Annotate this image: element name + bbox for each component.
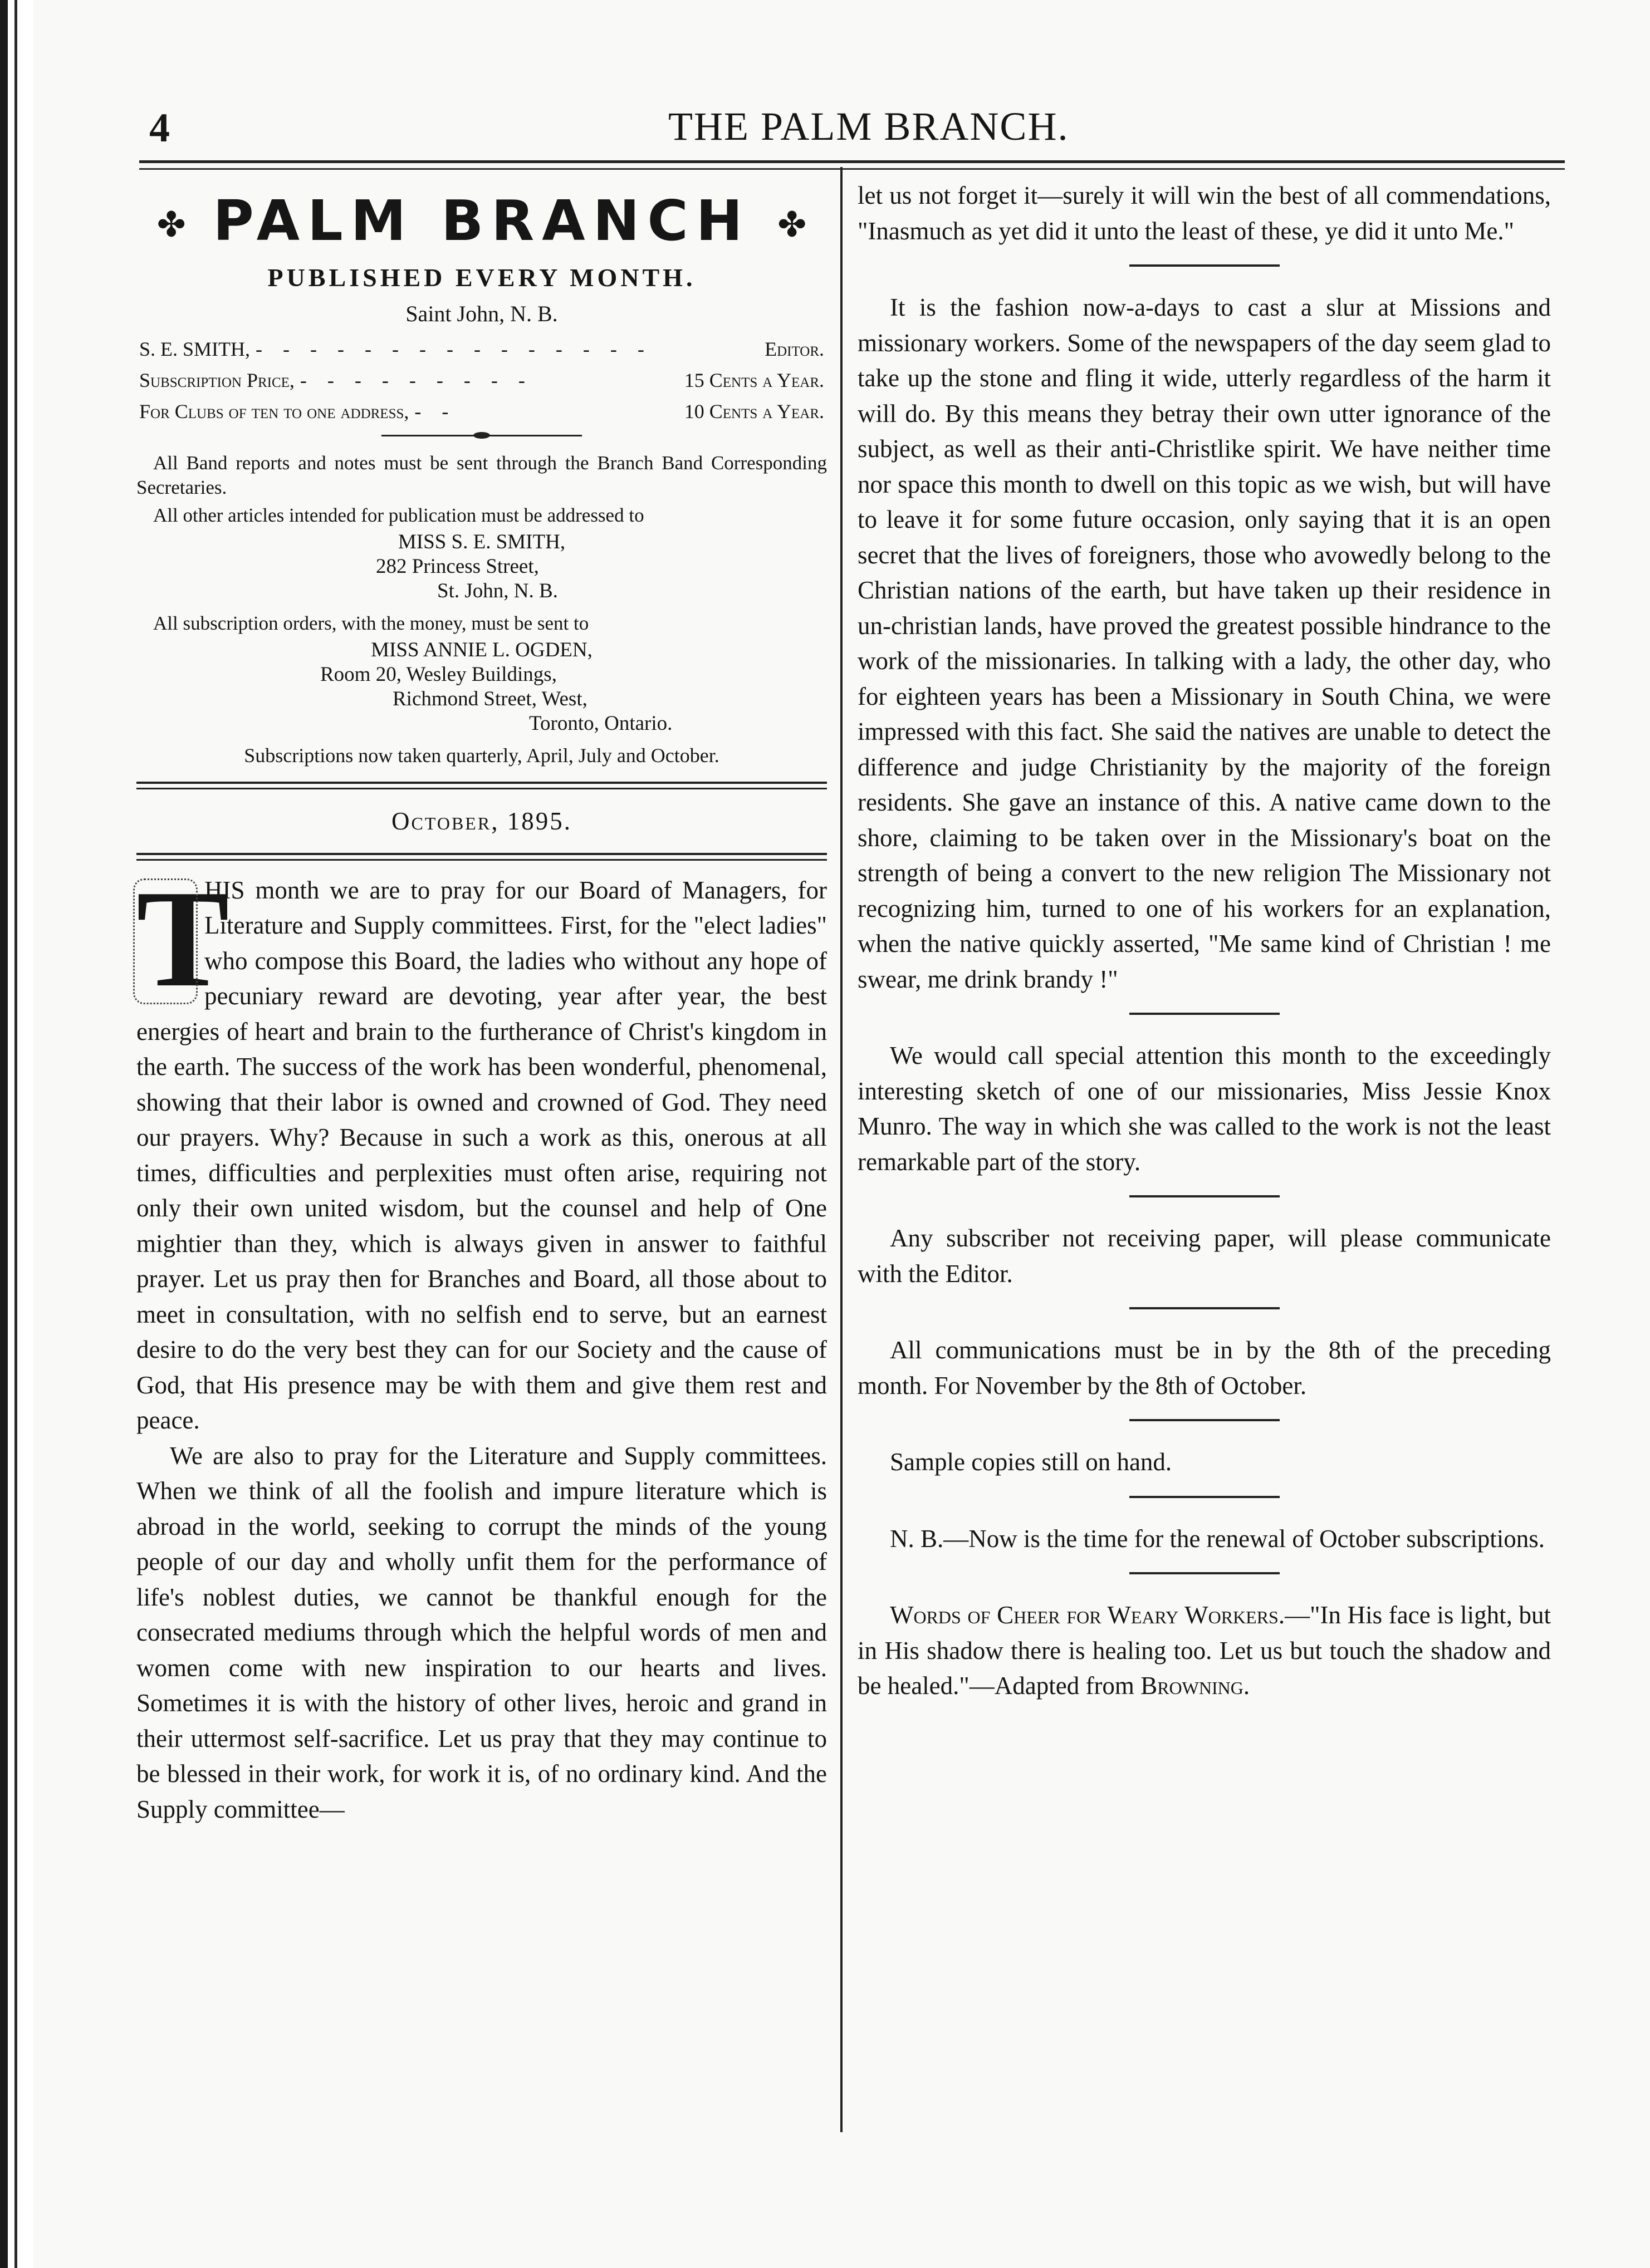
words-of-cheer-author: Browning.	[1140, 1672, 1250, 1700]
column-divider	[840, 167, 843, 2132]
ornament-left-icon: ✤	[156, 204, 186, 245]
renewal-notice: N. B.—Now is the time for the renewal of October subscriptions.	[890, 1524, 1545, 1553]
leader-dots: - - - - - - - - - - - - - - -	[256, 337, 652, 360]
info-label: S. E. SMITH,	[139, 337, 251, 360]
band-reports-note: All Band reports and notes must be sent through the Branch Band Corresponding Secretaries.	[136, 451, 827, 498]
left-column	[136, 173, 827, 1827]
quarterly-note: Subscriptions now taken quarterly, April, July and October.	[244, 744, 719, 767]
drop-cap-letter: T	[136, 861, 229, 1016]
running-title: THE PALM BRANCH.	[668, 104, 1069, 149]
words-of-cheer-heading: Words of Cheer for Weary Workers.	[890, 1601, 1285, 1629]
section-rule	[1129, 1307, 1280, 1309]
header-rule	[139, 160, 1565, 163]
editor-address-name: MISS S. E. SMITH,	[398, 530, 566, 553]
leader-dots: - - - - - - - - -	[300, 369, 533, 391]
info-label: For Clubs of ten to one address,	[139, 400, 409, 423]
section-rule	[1129, 1195, 1280, 1197]
left-article	[136, 861, 827, 1828]
info-value: Editor.	[765, 337, 824, 360]
sample-copies-notice: Sample copies still on hand.	[890, 1448, 1172, 1476]
subscription-orders-note: All subscription orders, with the money, must be sent to	[153, 612, 589, 634]
drop-cap	[136, 861, 229, 1016]
leader-dots: - -	[414, 400, 457, 423]
missions-fashion-paragraph: It is the fashion now-a-days to cast a slur at Missions and missionary workers. Some of the newspapers of the day seem glad to take up the stone and fling it wide, utterly regardless of the harm it will do. By this means they betray their own utter ignorance of the subject, as well as their anti-Christlike spirit. We have neither time nor space this month to dwell on this topic as we wish, but will have to leave it for some future occasion, only saying that it is an open secret that the lives of foreigners, those who avowedly belong to the Christian nations of the earth, but have taken up their residence in un-christian lands, have proved the greatest possible hindrance to the work of the missionaries. In talking with a lady, the other day, who for eighteen years has been a Missionary in South China, we were impressed with this fact. She said the natives are unable to detect the difference and judge Christianity by the majority of the foreign residents. She gave an instance of this. A native came down to the shore, claiming to be taken over in the Missionary's boat on the strength of being a convert to the new religion The Missionary not recognizing him, turned to one of his workers for an explanation, when the native quickly asserted, "Me same kind of Christian ! me swear, me drink brandy !"	[858, 293, 1551, 993]
ornament-right-icon: ✤	[777, 204, 807, 245]
masthead-bottom-rule	[136, 782, 827, 789]
treasurer-address-room: Room 20, Wesley Buildings,	[320, 662, 557, 686]
prayer-committees-paragraph: We are also to pray for the Literature and Supply committees. When we think of all the foolish and impure literature which is abroad in the world, seeking to corrupt the minds of the young people of our day and wholly unfit them for the performance of life's noblest duties, we cannot be thankful enough for the consecrated mediums through which the helpful words of men and women come with new inspiration to our hearts and lives. Sometimes it is with the history of other lives, heroic and grand in their uttermost self-sacrifice. Let us pray that they may continue to be blessed in their work, for work it is, of no ordinary kind. And the Supply committee—	[136, 1441, 827, 1823]
info-value: 15 Cents a Year.	[684, 369, 824, 391]
info-value: 10 Cents a Year.	[684, 400, 824, 423]
editor-address-city: St. John, N. B.	[437, 579, 558, 602]
prayer-board-paragraph: HIS month we are to pray for our Board of Managers, for Literature and Supply committees. First, for the "elect ladies" who compose this Board, the ladies who without any hope of pecuniary reward are devoting, year after year, the best energies of heart and brain to the furtherance of Christ's kingdom in the earth. The success of the work has been wonderful, phenomenal, showing that their labor is owned and crowned of God. They need our prayers. Why? Because in such a work as this, onerous at all times, difficulties and perplexities must often arise, requiring not only their own united wisdom, but the counsel and help of One mightier than they, which is always given in answer to faithful prayer. Let us pray then for Branches and Board, all those about to meet in consultation, with no selfish end to serve, but an earnest desire to do the very best they can for our Society and the cause of God, that His presence may be with them and give them rest and peace.	[136, 876, 827, 1435]
issue-dateline: October, 1895.	[391, 807, 572, 835]
words-of-cheer-text: —"In His face is light, but in His shadow there is healing too. Let us but touch the shadow and be healed."—Adapted from	[858, 1601, 1551, 1700]
articles-note: All other articles intended for publication must be addressed to	[153, 504, 644, 526]
info-row-price	[136, 365, 827, 396]
dateline-bottom-rule	[136, 853, 827, 861]
treasurer-address-name: MISS ANNIE L. OGDEN,	[371, 638, 593, 661]
editor-address-street: 282 Princess Street,	[376, 554, 539, 578]
info-label: Subscription Price,	[139, 369, 295, 391]
section-rule	[1129, 1496, 1280, 1498]
continued-paragraph: let us not forget it—surely it will win the best of all commendations, "Inasmuch as yet did it unto the least of these, ye did it unto Me."	[858, 181, 1551, 245]
masthead-title-text: PALM BRANCH	[213, 188, 751, 253]
words-of-cheer-paragraph	[858, 1598, 1551, 1704]
section-rule	[1129, 1013, 1280, 1015]
masthead-title	[136, 185, 827, 261]
treasurer-address-city: Toronto, Ontario.	[529, 711, 673, 735]
page-binding-edge	[0, 0, 33, 2268]
masthead-place: Saint John, N. B.	[405, 301, 558, 326]
section-rule	[1129, 1572, 1280, 1574]
section-rule	[1129, 1419, 1280, 1421]
ornamental-rule	[381, 435, 582, 436]
masthead-subtitle: PUBLISHED EVERY MONTH.	[267, 263, 696, 292]
special-attention-paragraph: We would call special attention this month to the exceedingly interesting sketch of one of our missionaries, Miss Jessie Knox Munro. The way in which she was called to the work is not the least remarkable part of the story.	[858, 1042, 1551, 1176]
communications-notice: All communications must be in by the 8th of the preceding month. For November by the 8th of October.	[858, 1336, 1551, 1400]
page-number: 4	[149, 105, 170, 151]
header-rule-thin	[139, 168, 1565, 170]
subscriber-notice: Any subscriber not receiving paper, will please communicate with the Editor.	[858, 1224, 1551, 1288]
section-rule	[1129, 264, 1280, 267]
info-row-clubs	[136, 396, 827, 427]
right-column	[858, 178, 1551, 1704]
info-row-editor	[136, 333, 827, 365]
treasurer-address-street: Richmond Street, West,	[393, 687, 587, 710]
